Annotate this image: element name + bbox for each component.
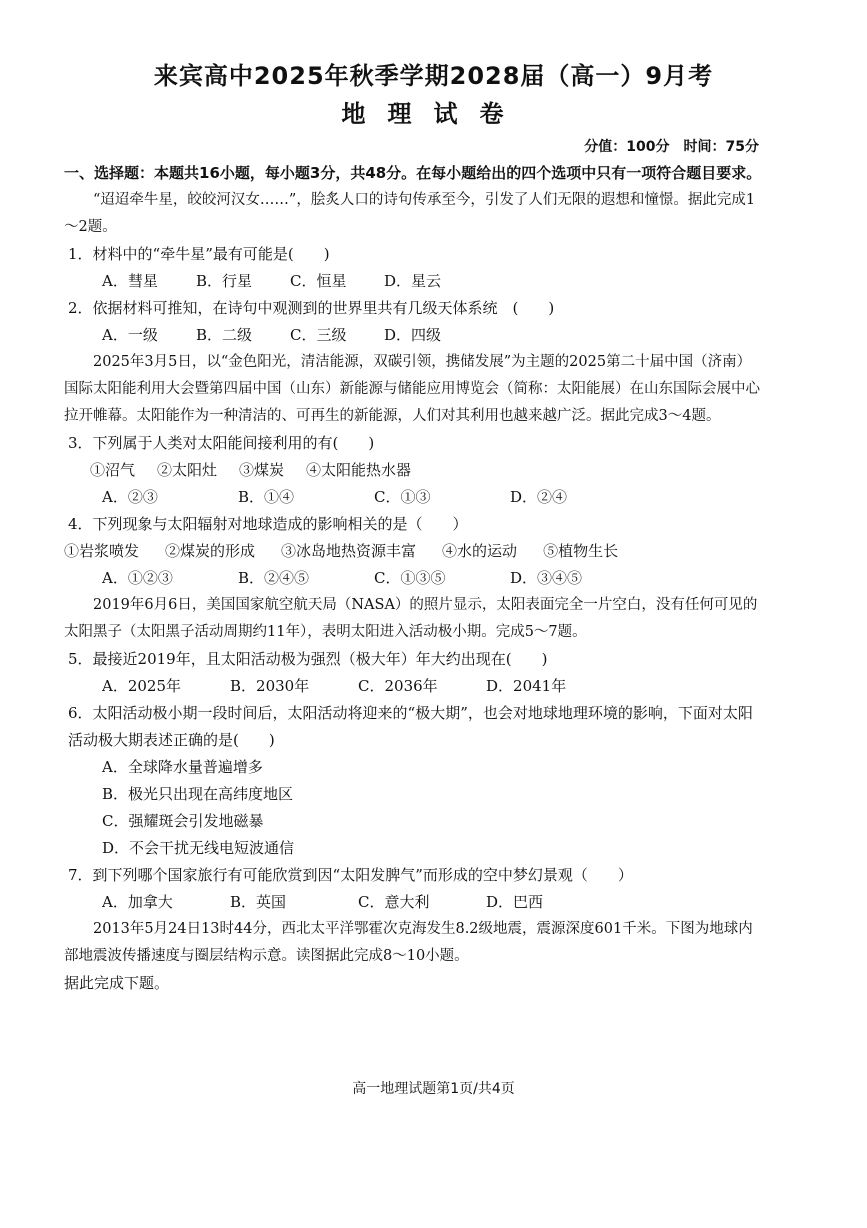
q5-option-d[interactable]: D．2041年 bbox=[486, 677, 567, 695]
q6-option-a[interactable]: A．全球降水量普遍增多 bbox=[102, 758, 263, 776]
exam-subtitle: 地理试卷 bbox=[341, 100, 526, 128]
score-time-info bbox=[570, 136, 759, 156]
instruction-line: 据此完成下题。 bbox=[64, 974, 170, 992]
q1-option-d[interactable]: D．星云 bbox=[384, 272, 442, 290]
q4-item-4: ④水的运动 bbox=[442, 542, 518, 560]
q6-option-c[interactable]: C．强耀斑会引发地磁暴 bbox=[102, 812, 264, 830]
q7-option-c[interactable]: C．意大利 bbox=[358, 893, 430, 911]
question-4-items bbox=[64, 538, 764, 565]
q4-item-1: ①岩浆喷发 bbox=[64, 542, 140, 560]
q7-option-a[interactable]: A．加拿大 bbox=[102, 893, 173, 911]
q5-option-b[interactable]: B．2030年 bbox=[230, 677, 310, 695]
question-7-options bbox=[64, 889, 764, 916]
question-1-stem: 1．材料中的“牵牛星”最有可能是( ) bbox=[68, 245, 330, 263]
q4-option-a[interactable]: A．①②③ bbox=[102, 569, 173, 587]
q3-option-b[interactable]: B．①④ bbox=[238, 488, 295, 506]
q4-option-d[interactable]: D．③④⑤ bbox=[510, 569, 583, 587]
material-paragraph-2: 2025年3月5日，以“金色阳光，清洁能源，双碳引领，携储发展”为主题的2025第二十届中国（济南）国际太阳能利用大会暨第四届中国（山东）新能源与储能应用博览会（简称：太阳能展）在山东国际会展中心拉开帷幕。太阳能作为一种清洁的、可再生的新能源，人们对其利用也越来越广泛。据此完成3～4题。 bbox=[64, 354, 760, 424]
q1-option-b[interactable]: B．行星 bbox=[196, 272, 253, 290]
q4-item-3: ③冰岛地热资源丰富 bbox=[281, 542, 417, 560]
q4-option-b[interactable]: B．②④⑤ bbox=[238, 569, 310, 587]
q2-option-d[interactable]: D．四级 bbox=[384, 326, 442, 344]
q3-option-d[interactable]: D．②④ bbox=[510, 488, 568, 506]
q4-item-2: ②煤炭的形成 bbox=[165, 542, 256, 560]
exam-content bbox=[64, 160, 764, 997]
q1-option-c[interactable]: C．恒星 bbox=[290, 272, 347, 290]
question-6-stem: 6．太阳活动极小期一段时间后，太阳活动将迎来的“极大期”，也会对地球地理环境的影响，下面对太阳活动极大期表述正确的是( ) bbox=[68, 704, 753, 749]
score-label: 分值：100分 bbox=[584, 139, 670, 155]
question-1-options bbox=[64, 268, 764, 295]
time-label: 时间：75分 bbox=[683, 139, 759, 155]
q5-option-a[interactable]: A．2025年 bbox=[102, 677, 182, 695]
q3-item-3: ③煤炭 bbox=[239, 461, 285, 479]
q7-option-b[interactable]: B．英国 bbox=[230, 893, 287, 911]
q4-option-c[interactable]: C．①③⑤ bbox=[374, 569, 446, 587]
q5-option-c[interactable]: C．2036年 bbox=[358, 677, 438, 695]
q6-option-b[interactable]: B．极光只出现在高纬度地区 bbox=[102, 785, 294, 803]
question-4-options bbox=[64, 565, 764, 592]
q1-option-a[interactable]: A．彗星 bbox=[102, 272, 158, 290]
q3-item-2: ②太阳灶 bbox=[157, 461, 218, 479]
q2-option-a[interactable]: A．一级 bbox=[102, 326, 158, 344]
material-paragraph-1: “迢迢牵牛星，皎皎河汉女……”，脍炙人口的诗句传承至今，引发了人们无限的遐想和憧憬。据此完成1～2题。 bbox=[64, 192, 756, 235]
exam-title: 来宾高中2025年秋季学期2028届（高一）9月考 bbox=[153, 62, 714, 90]
q4-item-5: ⑤植物生长 bbox=[543, 542, 619, 560]
question-3-stem: 3．下列属于人类对太阳能间接利用的有( ) bbox=[68, 434, 375, 452]
q6-option-d[interactable]: D．不会干扰无线电短波通信 bbox=[102, 839, 295, 857]
material-paragraph-4: 2013年5月24日13时44分，西北太平洋鄂霍次克海发生8.2级地震，震源深度601千米。下图为地球内部地震波传播速度与圈层结构示意。读图据此完成8～10小题。 bbox=[64, 921, 753, 964]
q3-option-a[interactable]: A．②③ bbox=[102, 488, 158, 506]
question-3-items bbox=[64, 457, 764, 484]
q3-item-1: ①沼气 bbox=[90, 461, 136, 479]
question-2-options bbox=[64, 322, 764, 349]
question-3-options bbox=[64, 484, 764, 511]
question-2-stem: 2．依据材料可推知，在诗句中观测到的世界里共有几级天体系统 ( ) bbox=[68, 299, 555, 317]
q2-option-b[interactable]: B．二级 bbox=[196, 326, 253, 344]
q3-item-4: ④太阳能热水器 bbox=[306, 461, 412, 479]
material-paragraph-3: 2019年6月6日，美国国家航空航天局（NASA）的照片显示，太阳表面完全一片空白，没有任何可见的太阳黑子（太阳黑子活动周期约11年），表明太阳进入活动极小期。完成5～7题。 bbox=[64, 597, 758, 640]
section-heading: 一、选择题：本题共16小题，每小题3分，共48分。在每小题给出的四个选项中只有一项符合题目要求。 bbox=[64, 164, 762, 182]
q7-option-d[interactable]: D．巴西 bbox=[486, 893, 544, 911]
question-4-stem: 4．下列现象与太阳辐射对地球造成的影响相关的是（ ） bbox=[68, 515, 468, 533]
question-5-stem: 5．最接近2019年，且太阳活动极为强烈（极大年）年大约出现在( ) bbox=[68, 650, 548, 668]
q2-option-c[interactable]: C．三级 bbox=[290, 326, 347, 344]
question-7-stem: 7．到下列哪个国家旅行有可能欣赏到因“太阳发脾气”而形成的空中梦幻景观（ ） bbox=[68, 866, 633, 884]
page-footer: 高一地理试题第1页/共4页 bbox=[352, 1081, 515, 1097]
question-5-options bbox=[64, 673, 764, 700]
q3-option-c[interactable]: C．①③ bbox=[374, 488, 431, 506]
